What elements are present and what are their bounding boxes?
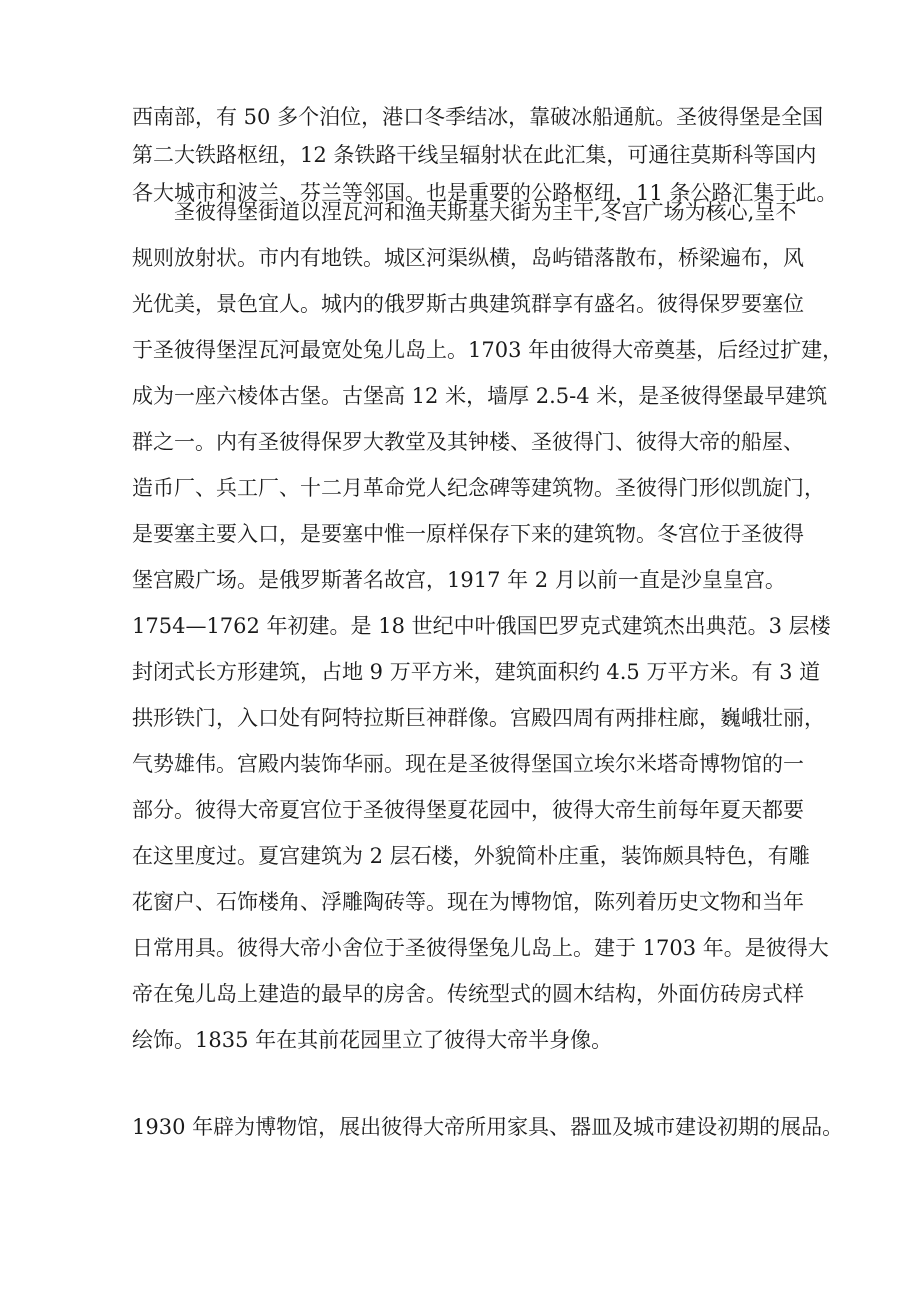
paragraph-city-architecture xyxy=(132,189,844,1063)
text-line: 圣彼得堡街道以涅瓦河和渔夫斯基大街为主干,冬宫广场为核心,呈不 xyxy=(132,200,797,224)
text-line: 各大城市和波兰、芬兰等邻国。也是重要的公路枢纽，11 条公路汇集于此。 xyxy=(132,181,838,205)
text-line: 于圣彼得堡涅瓦河最宽处兔儿岛上。1703 年由彼得大帝奠基，后经过扩建， xyxy=(132,338,844,362)
text-line: 第二大铁路枢纽，12 条铁路干线呈辐射状在此汇集，可通往莫斯科等国内 xyxy=(132,143,817,167)
text-line: 西南部，有 50 多个泊位，港口冬季结冰，靠破冰船通航。圣彼得堡是全国 xyxy=(132,105,824,129)
text-line: 花窗户、石饰楼角、浮雕陶砖等。现在为博物馆，陈列着历史文物和当年 xyxy=(132,890,804,914)
text-line: 群之一。内有圣彼得保罗大教堂及其钟楼、圣彼得门、彼得大帝的船屋、 xyxy=(132,430,804,454)
text-line: 拱形铁门，入口处有阿特拉斯巨神群像。宫殿四周有两排柱廊，巍峨壮丽， xyxy=(132,706,825,730)
text-line: 部分。彼得大帝夏宫位于圣彼得堡夏花园中，彼得大帝生前每年夏天都要 xyxy=(132,798,804,822)
text-line: 封闭式长方形建筑，占地 9 万平方米，建筑面积约 4.5 万平方米。有 3 道 xyxy=(132,660,821,684)
text-line: 在这里度过。夏宫建筑为 2 层石楼，外貌简朴庄重，装饰颇具特色，有雕 xyxy=(132,844,810,868)
text-line: 是要塞主要入口，是要塞中惟一原样保存下来的建筑物。冬宫位于圣彼得 xyxy=(132,522,804,546)
text-line: 1754—1762 年初建。是 18 世纪中叶俄国巴罗克式建筑杰出典范。3 层楼 xyxy=(132,614,831,638)
text-line: 日常用具。彼得大帝小舍位于圣彼得堡兔儿岛上。建于 1703 年。是彼得大 xyxy=(132,936,829,960)
text-line: 成为一座六棱体古堡。古堡高 12 米，墙厚 2.5-4 米，是圣彼得堡最早建筑 xyxy=(132,384,828,408)
text-line: 绘饰。1835 年在其前花园里立了彼得大帝半身像。 xyxy=(132,1028,613,1052)
text-line: 规则放射状。市内有地铁。城区河渠纵横，岛屿错落散布，桥梁遍布，风 xyxy=(132,246,804,270)
text-line: 光优美，景色宜人。城内的俄罗斯古典建筑群享有盛名。彼得保罗要塞位 xyxy=(132,292,804,316)
text-line: 帝在兔儿岛上建造的最早的房舍。传统型式的圆木结构，外面仿砖房式样 xyxy=(132,982,804,1006)
text-line: 造币厂、兵工厂、十二月革命党人纪念碑等建筑物。圣彼得门形似凯旋门， xyxy=(132,476,825,500)
paragraph-museum-note xyxy=(132,1104,844,1150)
text-line: 气势雄伟。宫殿内装饰华丽。现在是圣彼得堡国立埃尔米塔奇博物馆的一 xyxy=(132,752,804,776)
text-line: 1930 年辟为博物馆，展出彼得大帝所用家具、器皿及城市建设初期的展品。 xyxy=(132,1115,844,1139)
text-line: 堡宫殿广场。是俄罗斯著名故宫，1917 年 2 月以前一直是沙皇皇宫。 xyxy=(132,568,786,592)
